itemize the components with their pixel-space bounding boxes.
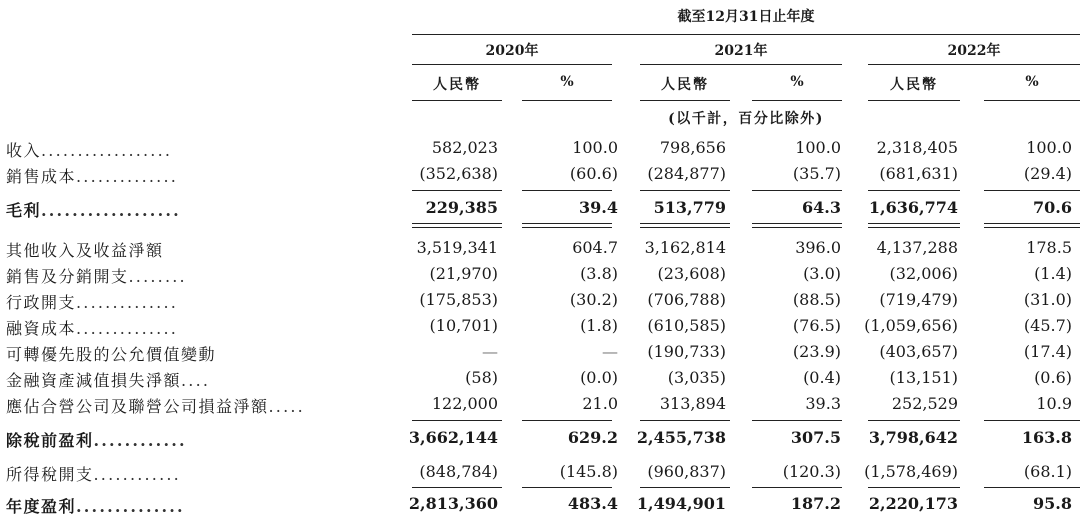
row-label: 除稅前盈利 [6,431,94,450]
row-label: 年度盈利 [6,497,77,516]
row-label: 金融資產減值損失淨額 [6,371,182,390]
row-label: 銷售及分銷開支 [6,267,129,286]
leader-dots: .............. [76,167,179,186]
cell: (1,578,469) [864,462,958,481]
leader-dots: .................. [41,201,181,220]
row-label: 銷售成本 [6,167,77,186]
cell: (17.4) [1023,342,1072,361]
subtotal-rule [522,420,612,421]
subtotal-rule [752,190,842,191]
leader-dots: ..... [268,397,305,416]
cell: (610,585) [647,316,726,335]
cell: 629.2 [567,428,618,447]
cell: (45.7) [1023,316,1072,335]
row-fair-value-change [0,340,1080,364]
leader-dots: .............. [76,293,179,312]
cell: (35.7) [792,164,841,183]
row-label: 所得稅開支 [6,465,94,484]
cell: (29.4) [1023,164,1072,183]
cell: 2,455,738 [636,428,726,447]
cell: (0.0) [580,368,618,387]
cell: (3.0) [803,264,841,283]
cell: 604.7 [572,238,618,257]
year-header-2021: 2021年 [714,43,768,59]
row-share-of-jv-associates [0,392,1080,416]
cell: 1,494,901 [636,494,726,513]
row-cost-of-sales [0,162,1080,186]
subcol-rule [984,100,1080,101]
year-header-2020: 2020年 [485,43,539,59]
cell: 100.0 [1026,138,1072,157]
cell: (0.6) [1034,368,1072,387]
cell: (30.2) [569,290,618,309]
cell: (120.3) [782,462,841,481]
subtotal-rule [984,420,1080,421]
cell: 178.5 [1026,238,1072,257]
subtotal-rule [868,190,960,191]
cell: 3,162,814 [644,238,726,257]
cell: (352,638) [419,164,498,183]
cell: 1,636,774 [868,198,958,217]
cell: (31.0) [1023,290,1072,309]
cell: 307.5 [790,428,841,447]
rmb-header: 人民幣 [661,77,709,93]
rmb-header: 人民幣 [890,77,938,93]
subtotal-rule [752,487,842,488]
subcol-rule [752,100,842,101]
cell: 2,318,405 [876,138,958,157]
cell: (13,151) [889,368,958,387]
leader-dots: .... [181,371,211,390]
cell: 21.0 [582,394,618,413]
row-impairment-losses [0,366,1080,390]
cell: 3,798,642 [868,428,958,447]
cell: 3,519,341 [416,238,498,257]
row-selling-expenses [0,262,1080,286]
cell: (88.5) [792,290,841,309]
cell: 10.9 [1036,394,1072,413]
cell: 483.4 [567,494,618,513]
cell: 229,385 [425,198,498,217]
row-gross-profit [0,196,1080,220]
cell: (681,631) [879,164,958,183]
cell: (1.8) [580,316,618,335]
cell: 252,529 [891,394,958,413]
year-rule-2021 [640,64,842,65]
year-header-2022: 2022年 [947,43,1001,59]
pct-header: % [1025,74,1039,90]
cell: 70.6 [1033,198,1072,217]
cell: (145.8) [559,462,618,481]
row-label: 應佔合營公司及聯營公司損益淨額 [6,397,269,416]
cell: 2,220,173 [868,494,958,513]
cell: 187.2 [790,494,841,513]
cell: (76.5) [792,316,841,335]
cell: 2,813,360 [408,494,498,513]
subtotal-rule [868,420,960,421]
double-rule [984,223,1080,228]
subcol-rule [640,100,730,101]
cell: (175,853) [419,290,498,309]
cell: 64.3 [802,198,841,217]
cell: (32,006) [889,264,958,283]
cell: 4,137,288 [876,238,958,257]
subtotal-rule [868,487,960,488]
cell: 39.3 [805,394,841,413]
subtotal-rule [412,487,502,488]
subcol-rule [412,100,502,101]
leader-dots: .............. [76,319,179,338]
cell: 798,656 [659,138,726,157]
leader-dots: .................. [41,141,173,160]
row-income-tax [0,460,1080,484]
row-label: 其他收入及收益淨額 [6,241,164,260]
row-profit-for-year [0,492,1080,516]
cell: 39.4 [579,198,618,217]
cell: 313,894 [659,394,726,413]
cell: (719,479) [879,290,958,309]
double-rule [868,223,960,228]
cell: (848,784) [419,462,498,481]
cell: (68.1) [1023,462,1072,481]
leader-dots: ........ [128,267,187,286]
period-header: 截至12月31日止年度 [677,9,815,25]
cell: 163.8 [1021,428,1072,447]
cell: (23,608) [657,264,726,283]
double-rule [640,223,730,228]
row-finance-costs [0,314,1080,338]
subcol-rule [522,100,612,101]
rmb-header: 人民幣 [433,77,481,93]
row-label: 收入 [6,141,42,160]
subtotal-rule [412,190,502,191]
subtotal-rule [984,487,1080,488]
double-rule [412,223,502,228]
cell: 95.8 [1033,494,1072,513]
pct-header: % [790,74,804,90]
cell: (23.9) [792,342,841,361]
cell: (190,733) [647,342,726,361]
cell: (10,701) [429,316,498,335]
double-rule [522,223,612,228]
cell: — [482,342,498,361]
cell: (403,657) [879,342,958,361]
cell: (1.4) [1034,264,1072,283]
subtotal-rule [412,420,502,421]
year-rule-2020 [412,64,612,65]
cell: 122,000 [431,394,498,413]
leader-dots: ............ [93,431,187,450]
cell: (3.8) [580,264,618,283]
subtotal-rule [640,190,730,191]
cell: 3,662,144 [408,428,498,447]
subtotal-rule [640,420,730,421]
subtotal-rule [522,190,612,191]
row-label: 毛利 [6,201,42,220]
cell: 582,023 [431,138,498,157]
cell: (0.4) [803,368,841,387]
row-label: 可轉優先股的公允價值變動 [6,345,217,364]
row-label: 融資成本 [6,319,77,338]
cell: 100.0 [572,138,618,157]
cell: 513,779 [653,198,726,217]
cell: (3,035) [667,368,726,387]
cell: (960,837) [647,462,726,481]
period-rule [412,34,1080,35]
unit-note: (以千計，百分比除外) [668,111,824,127]
year-rule-2022 [868,64,1080,65]
cell: (706,788) [647,290,726,309]
cell: — [602,342,618,361]
cell: (1,059,656) [864,316,958,335]
row-other-income [0,236,1080,260]
row-revenue [0,136,1080,160]
subtotal-rule [752,420,842,421]
cell: 100.0 [795,138,841,157]
subtotal-rule [640,487,730,488]
cell: (284,877) [647,164,726,183]
cell: (21,970) [429,264,498,283]
cell: (60.6) [569,164,618,183]
row-label: 行政開支 [6,293,77,312]
row-admin-expenses [0,288,1080,312]
subcol-rule [868,100,960,101]
subtotal-rule [522,487,612,488]
leader-dots: .............. [76,497,185,516]
cell: 396.0 [795,238,841,257]
row-profit-before-tax [0,426,1080,450]
leader-dots: ............ [93,465,181,484]
cell: (58) [465,368,498,387]
double-rule [752,223,842,228]
pct-header: % [560,74,574,90]
subtotal-rule [984,190,1080,191]
